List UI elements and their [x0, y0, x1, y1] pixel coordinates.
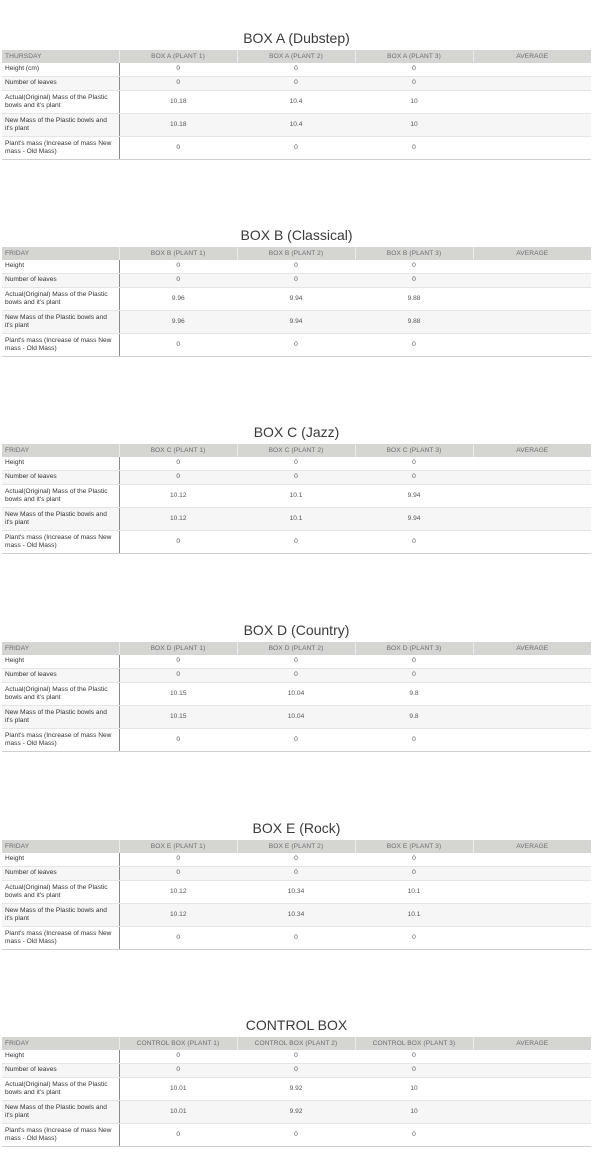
- cell: [473, 260, 591, 274]
- cell: 0: [237, 927, 355, 950]
- cell: 10: [355, 1078, 473, 1101]
- plant-2-header: BOX B (PLANT 2): [237, 247, 355, 260]
- cell: 0: [237, 334, 355, 357]
- cell: 0: [355, 77, 473, 91]
- plant-2-header: BOX D (PLANT 2): [237, 642, 355, 655]
- cell: 10.18: [119, 114, 237, 137]
- cell: 9.92: [237, 1101, 355, 1124]
- table-row: [2, 1078, 591, 1101]
- cell: 10.04: [237, 683, 355, 706]
- cell: [473, 1078, 591, 1101]
- cell: 0: [237, 63, 355, 77]
- cell: 9.88: [355, 288, 473, 311]
- row-label: New Mass of the Plastic bowls and it's plant: [2, 508, 119, 531]
- row-label: Actual(Original) Mass of the Plastic bowls and it's plant: [2, 881, 119, 904]
- cell: 0: [119, 334, 237, 357]
- cell: [473, 1124, 591, 1147]
- row-label: Actual(Original) Mass of the Plastic bowls and it's plant: [2, 288, 119, 311]
- cell: 0: [355, 1064, 473, 1078]
- cell: 10: [355, 114, 473, 137]
- table-row: [2, 706, 591, 729]
- cell: 10.15: [119, 683, 237, 706]
- row-label: New Mass of the Plastic bowls and it's plant: [2, 706, 119, 729]
- day-header: FRIDAY: [2, 840, 119, 853]
- row-label: Height: [2, 260, 119, 274]
- cell: 10.01: [119, 1078, 237, 1101]
- box-e-section: [2, 819, 591, 950]
- row-label: Actual(Original) Mass of the Plastic bowls and it's plant: [2, 91, 119, 114]
- cell: 0: [355, 867, 473, 881]
- box-b-table: [2, 247, 591, 357]
- cell: 0: [119, 669, 237, 683]
- row-label: Actual(Original) Mass of the Plastic bowls and it's plant: [2, 1078, 119, 1101]
- cell: 0: [237, 260, 355, 274]
- row-label: Number of leaves: [2, 77, 119, 91]
- row-label: Plant's mass (Increase of mass New mass - Old Mass): [2, 927, 119, 950]
- box-b-title: BOX B (Classical): [240, 227, 353, 243]
- table-row: [2, 508, 591, 531]
- cell: 9.94: [355, 485, 473, 508]
- row-label: Number of leaves: [2, 867, 119, 881]
- plant-3-header: BOX A (PLANT 3): [355, 50, 473, 63]
- cell: 0: [237, 669, 355, 683]
- cell: 0: [355, 274, 473, 288]
- plant-2-header: BOX C (PLANT 2): [237, 444, 355, 457]
- cell: 0: [237, 729, 355, 752]
- control-box-title: CONTROL BOX: [245, 1017, 348, 1033]
- table-row: [2, 77, 591, 91]
- cell: [473, 288, 591, 311]
- cell: 0: [355, 853, 473, 867]
- plant-2-header: BOX E (PLANT 2): [237, 840, 355, 853]
- plant-3-header: BOX D (PLANT 3): [355, 642, 473, 655]
- table-row: [2, 311, 591, 334]
- box-c-table: [2, 444, 591, 554]
- day-header: THURSDAY: [2, 50, 119, 63]
- row-label: Actual(Original) Mass of the Plastic bowls and it's plant: [2, 683, 119, 706]
- box-c-title: BOX C (Jazz): [253, 424, 340, 440]
- table-row: [2, 457, 591, 471]
- cell: 0: [119, 457, 237, 471]
- cell: 0: [237, 1124, 355, 1147]
- cell: 9.8: [355, 706, 473, 729]
- box-c-section: [2, 423, 591, 554]
- cell: 9.96: [119, 288, 237, 311]
- cell: 0: [355, 531, 473, 554]
- cell: 10.15: [119, 706, 237, 729]
- cell: [473, 77, 591, 91]
- cell: [473, 114, 591, 137]
- row-label: Number of leaves: [2, 1064, 119, 1078]
- cell: 9.92: [237, 1078, 355, 1101]
- cell: 0: [119, 867, 237, 881]
- plant-1-header: BOX E (PLANT 1): [119, 840, 237, 853]
- box-e-title: BOX E (Rock): [252, 820, 341, 836]
- average-header: AVERAGE: [473, 444, 591, 457]
- cell: 10.01: [119, 1101, 237, 1124]
- cell: 10.12: [119, 508, 237, 531]
- cell: [473, 1064, 591, 1078]
- cell: 0: [355, 729, 473, 752]
- row-label: Plant's mass (Increase of mass New mass - Old Mass): [2, 729, 119, 752]
- plant-2-header: BOX A (PLANT 2): [237, 50, 355, 63]
- plant-1-header: BOX C (PLANT 1): [119, 444, 237, 457]
- table-row: [2, 485, 591, 508]
- cell: [473, 63, 591, 77]
- cell: 0: [355, 334, 473, 357]
- cell: 0: [119, 63, 237, 77]
- table-row: [2, 274, 591, 288]
- cell: 0: [119, 471, 237, 485]
- plant-3-header: BOX E (PLANT 3): [355, 840, 473, 853]
- cell: 0: [119, 1064, 237, 1078]
- plant-1-header: BOX B (PLANT 1): [119, 247, 237, 260]
- plant-1-header: CONTROL BOX (PLANT 1): [119, 1037, 237, 1050]
- cell: 10.18: [119, 91, 237, 114]
- cell: [473, 706, 591, 729]
- cell: 0: [119, 1124, 237, 1147]
- cell: 0: [355, 655, 473, 669]
- plant-3-header: BOX B (PLANT 3): [355, 247, 473, 260]
- cell: 9.96: [119, 311, 237, 334]
- cell: 0: [237, 77, 355, 91]
- cell: [473, 683, 591, 706]
- table-row: [2, 853, 591, 867]
- row-label: Height: [2, 457, 119, 471]
- plant-2-header: CONTROL BOX (PLANT 2): [237, 1037, 355, 1050]
- cell: 0: [237, 457, 355, 471]
- cell: 10: [355, 1101, 473, 1124]
- cell: 0: [355, 1124, 473, 1147]
- cell: 0: [355, 260, 473, 274]
- table-row: [2, 288, 591, 311]
- cell: 0: [355, 63, 473, 77]
- cell: 10.12: [119, 485, 237, 508]
- table-row: [2, 655, 591, 669]
- row-label: Number of leaves: [2, 274, 119, 288]
- cell: 10.4: [237, 114, 355, 137]
- row-label: Actual(Original) Mass of the Plastic bowls and it's plant: [2, 485, 119, 508]
- cell: 0: [119, 260, 237, 274]
- cell: 10.4: [237, 91, 355, 114]
- row-label: Height: [2, 1050, 119, 1064]
- cell: [473, 137, 591, 160]
- cell: 0: [237, 853, 355, 867]
- cell: 0: [119, 274, 237, 288]
- box-a-table: [2, 50, 591, 160]
- table-row: [2, 669, 591, 683]
- row-label: New Mass of the Plastic bowls and it's plant: [2, 114, 119, 137]
- cell: [473, 1050, 591, 1064]
- average-header: AVERAGE: [473, 1037, 591, 1050]
- cell: 0: [237, 1050, 355, 1064]
- row-label: Plant's mass (Increase of mass New mass - Old Mass): [2, 137, 119, 160]
- day-header: FRIDAY: [2, 247, 119, 260]
- table-row: [2, 91, 591, 114]
- cell: 0: [119, 1050, 237, 1064]
- control-box-section: [2, 1016, 591, 1147]
- plant-3-header: BOX C (PLANT 3): [355, 444, 473, 457]
- box-a-section: [2, 29, 591, 160]
- cell: 10.1: [237, 508, 355, 531]
- cell: 0: [119, 137, 237, 160]
- cell: 0: [237, 274, 355, 288]
- cell: 9.94: [237, 288, 355, 311]
- average-header: AVERAGE: [473, 50, 591, 63]
- table-row: [2, 1124, 591, 1147]
- table-row: [2, 867, 591, 881]
- cell: 9.88: [355, 311, 473, 334]
- cell: [473, 508, 591, 531]
- cell: [473, 729, 591, 752]
- control-box-table: [2, 1037, 591, 1147]
- cell: [473, 867, 591, 881]
- box-a-title: BOX A (Dubstep): [243, 30, 350, 46]
- table-row: [2, 334, 591, 357]
- cell: 10.1: [237, 485, 355, 508]
- plant-1-header: BOX D (PLANT 1): [119, 642, 237, 655]
- cell: 0: [237, 471, 355, 485]
- table-row: [2, 1101, 591, 1124]
- average-header: AVERAGE: [473, 642, 591, 655]
- row-label: Number of leaves: [2, 669, 119, 683]
- cell: 0: [237, 531, 355, 554]
- cell: [473, 334, 591, 357]
- day-header: FRIDAY: [2, 444, 119, 457]
- cell: 0: [355, 471, 473, 485]
- cell: 10.34: [237, 881, 355, 904]
- cell: 10.12: [119, 881, 237, 904]
- table-row: [2, 114, 591, 137]
- cell: [473, 927, 591, 950]
- table-row: [2, 1050, 591, 1064]
- cell: [473, 881, 591, 904]
- cell: [473, 531, 591, 554]
- cell: 10.04: [237, 706, 355, 729]
- row-label: Height (cm): [2, 63, 119, 77]
- cell: 0: [237, 655, 355, 669]
- box-b-section: [2, 226, 591, 357]
- row-label: Plant's mass (Increase of mass New mass - Old Mass): [2, 334, 119, 357]
- cell: 0: [237, 137, 355, 160]
- cell: 0: [119, 655, 237, 669]
- cell: 0: [119, 927, 237, 950]
- day-header: FRIDAY: [2, 642, 119, 655]
- cell: 9.94: [355, 508, 473, 531]
- box-d-title: BOX D (Country): [243, 622, 350, 638]
- box-e-table: [2, 840, 591, 950]
- cell: 0: [119, 729, 237, 752]
- cell: 0: [355, 137, 473, 160]
- table-row: [2, 683, 591, 706]
- row-label: New Mass of the Plastic bowls and it's plant: [2, 1101, 119, 1124]
- table-row: [2, 904, 591, 927]
- row-label: Plant's mass (Increase of mass New mass - Old Mass): [2, 531, 119, 554]
- cell: [473, 471, 591, 485]
- plant-1-header: BOX A (PLANT 1): [119, 50, 237, 63]
- table-row: [2, 137, 591, 160]
- table-row: [2, 729, 591, 752]
- row-label: Plant's mass (Increase of mass New mass - Old Mass): [2, 1124, 119, 1147]
- cell: [473, 311, 591, 334]
- table-row: [2, 927, 591, 950]
- average-header: AVERAGE: [473, 840, 591, 853]
- box-d-section: [2, 621, 591, 752]
- cell: 10.1: [355, 904, 473, 927]
- table-row: [2, 531, 591, 554]
- cell: 0: [355, 1050, 473, 1064]
- cell: 0: [119, 853, 237, 867]
- cell: 0: [119, 77, 237, 91]
- cell: [473, 853, 591, 867]
- cell: 0: [237, 1064, 355, 1078]
- row-label: New Mass of the Plastic bowls and it's plant: [2, 311, 119, 334]
- cell: 0: [355, 927, 473, 950]
- row-label: Height: [2, 655, 119, 669]
- table-row: [2, 260, 591, 274]
- cell: 10: [355, 91, 473, 114]
- row-label: Number of leaves: [2, 471, 119, 485]
- cell: 0: [355, 669, 473, 683]
- cell: 0: [355, 457, 473, 471]
- cell: [473, 485, 591, 508]
- row-label: Height: [2, 853, 119, 867]
- box-d-table: [2, 642, 591, 752]
- row-label: New Mass of the Plastic bowls and it's plant: [2, 904, 119, 927]
- cell: 10.1: [355, 881, 473, 904]
- plant-3-header: CONTROL BOX (PLANT 3): [355, 1037, 473, 1050]
- cell: 9.8: [355, 683, 473, 706]
- cell: [473, 904, 591, 927]
- cell: [473, 655, 591, 669]
- table-row: [2, 881, 591, 904]
- cell: [473, 1101, 591, 1124]
- cell: [473, 91, 591, 114]
- cell: 0: [119, 531, 237, 554]
- cell: [473, 274, 591, 288]
- cell: [473, 669, 591, 683]
- average-header: AVERAGE: [473, 247, 591, 260]
- table-row: [2, 63, 591, 77]
- cell: 10.34: [237, 904, 355, 927]
- cell: [473, 457, 591, 471]
- day-header: FRIDAY: [2, 1037, 119, 1050]
- table-row: [2, 1064, 591, 1078]
- cell: 10.12: [119, 904, 237, 927]
- table-row: [2, 471, 591, 485]
- cell: 9.94: [237, 311, 355, 334]
- cell: 0: [237, 867, 355, 881]
